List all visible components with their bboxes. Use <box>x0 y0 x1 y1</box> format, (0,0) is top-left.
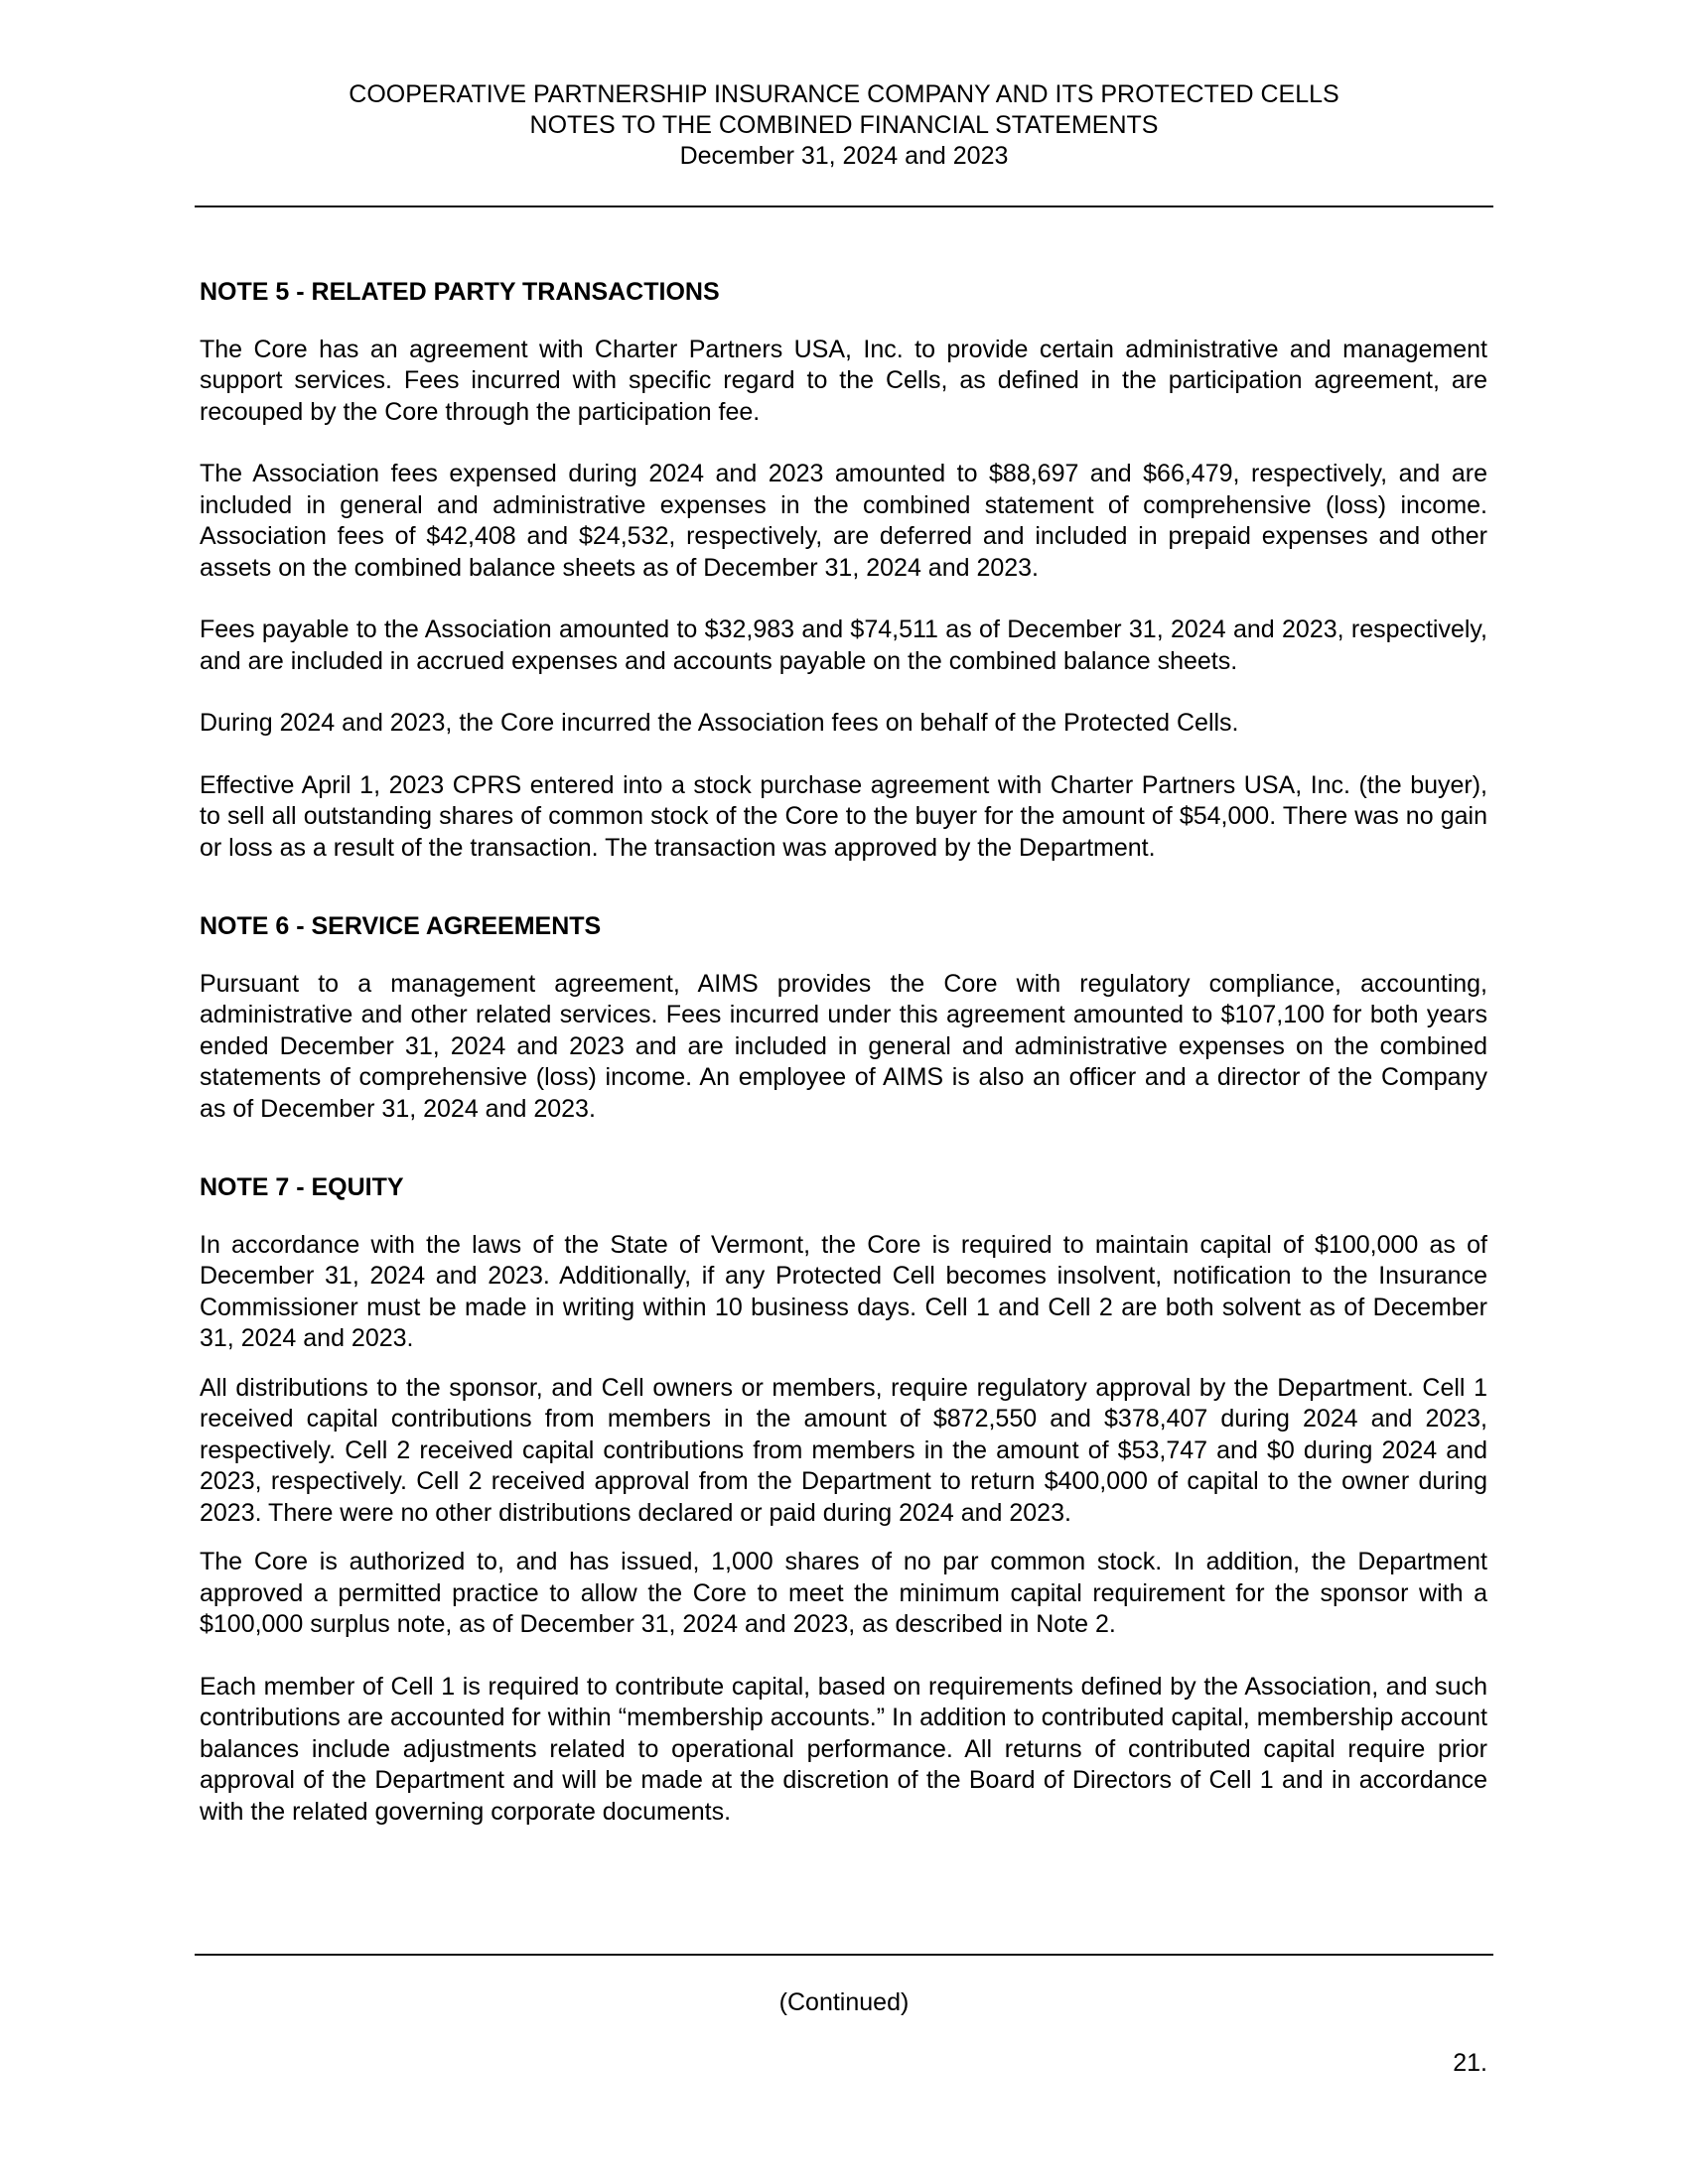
footer-divider <box>195 1954 1493 1956</box>
header-divider <box>195 205 1493 207</box>
note-6-heading: NOTE 6 - SERVICE AGREEMENTS <box>200 912 602 940</box>
note-7-paragraph-2: All distributions to the sponsor, and Cell owners or members, require regulatory approval by the Department. Cell 1 received capital contributions from members in the amount of $872,550 and $378,407 during 2024 and 2023, respectively. Cell 2 received capital contributions from members in the amount of $53,747 and $0 during 2024 and 2023, respectively. Cell 2 received approval from the Department to return $400,000 of capital to the owner during 2023. There were no other distributions declared or paid during 2024 and 2023. <box>200 1373 1487 1527</box>
note-5-paragraph-3: Fees payable to the Association amounted to $32,983 and $74,511 as of December 31, 2024 and 2023, respectively, and are included in accrued expenses and accounts payable on the combined balance sheets. <box>200 615 1487 675</box>
note-5-paragraph-4: During 2024 and 2023, the Core incurred the Association fees on behalf of the Protected Cells. <box>200 709 1239 737</box>
note-7-section <box>200 1172 1487 1828</box>
continued-label: (Continued) <box>778 1988 910 2016</box>
statement-date: December 31, 2024 and 2023 <box>679 142 1009 170</box>
notes-body <box>200 277 1487 1828</box>
note-5-paragraph-2: The Association fees expensed during 2024 and 2023 amounted to $88,697 and $66,479, respectively, and are included in general and administrative expenses in the combined statement of comprehensive (loss) income. Association fees of $42,408 and $24,532, respectively, are deferred and included in prepaid expenses and other assets on the combined balance sheets as of December 31, 2024 and 2023. <box>200 460 1487 582</box>
page-number: 21. <box>1453 2049 1487 2077</box>
note-7-paragraph-3: The Core is authorized to, and has issued, 1,000 shares of no par common stock. In addition, the Department approved a permitted practice to allow the Core to meet the minimum capital requirement for the sponsor with a $100,000 surplus note, as of December 31, 2024 and 2023, as described in Note 2. <box>200 1548 1487 1638</box>
note-5-section <box>200 277 1487 864</box>
note-5-paragraph-5: Effective April 1, 2023 CPRS entered into a stock purchase agreement with Charter Partners USA, Inc. (the buyer), to sell all outstanding shares of common stock of the Core to the buyer for the amount of $54,000. There was no gain or loss as a result of the transaction. The transaction was approved by the Department. <box>200 770 1487 862</box>
note-6-paragraph-1: Pursuant to a management agreement, AIMS provides the Core with regulatory compliance, accounting, administrative and other related services. Fees incurred under this agreement amounted to $107,100 for both years ended December 31, 2024 and 2023 and are included in general and administrative expenses on the combined statements of comprehensive (loss) income. An employee of AIMS is also an officer and a director of the Company as of December 31, 2024 and 2023. <box>200 969 1487 1123</box>
note-7-paragraph-1: In accordance with the laws of the State of Vermont, the Core is required to maintain capital of $100,000 as of December 31, 2024 and 2023. Additionally, if any Protected Cell becomes insolvent, notification to the Insurance Commissioner must be made in writing within 10 business days. Cell 1 and Cell 2 are both solvent as of December 31, 2024 and 2023. <box>200 1230 1487 1352</box>
note-6-section <box>200 911 1487 1125</box>
document-header <box>195 79 1493 172</box>
note-5-heading: NOTE 5 - RELATED PARTY TRANSACTIONS <box>200 278 720 306</box>
document-subtitle: NOTES TO THE COMBINED FINANCIAL STATEMENTS <box>529 111 1159 139</box>
note-5-paragraph-1: The Core has an agreement with Charter Partners USA, Inc. to provide certain administrative and management support services. Fees incurred with specific regard to the Cells, as defined in the participation agreement, are recouped by the Core through the participation fee. <box>200 335 1487 426</box>
note-7-paragraph-4: Each member of Cell 1 is required to contribute capital, based on requirements defined by the Association, and such contributions are accounted for within “membership accounts.” In addition to contributed capital, membership account balances include adjustments related to operational performance. All returns of contributed capital require prior approval of the Department and will be made at the discretion of the Board of Directors of Cell 1 and in accordance with the related governing corporate documents. <box>200 1672 1487 1826</box>
note-7-heading: NOTE 7 - EQUITY <box>200 1173 404 1201</box>
company-title: COOPERATIVE PARTNERSHIP INSURANCE COMPANY AND ITS PROTECTED CELLS <box>349 80 1339 108</box>
